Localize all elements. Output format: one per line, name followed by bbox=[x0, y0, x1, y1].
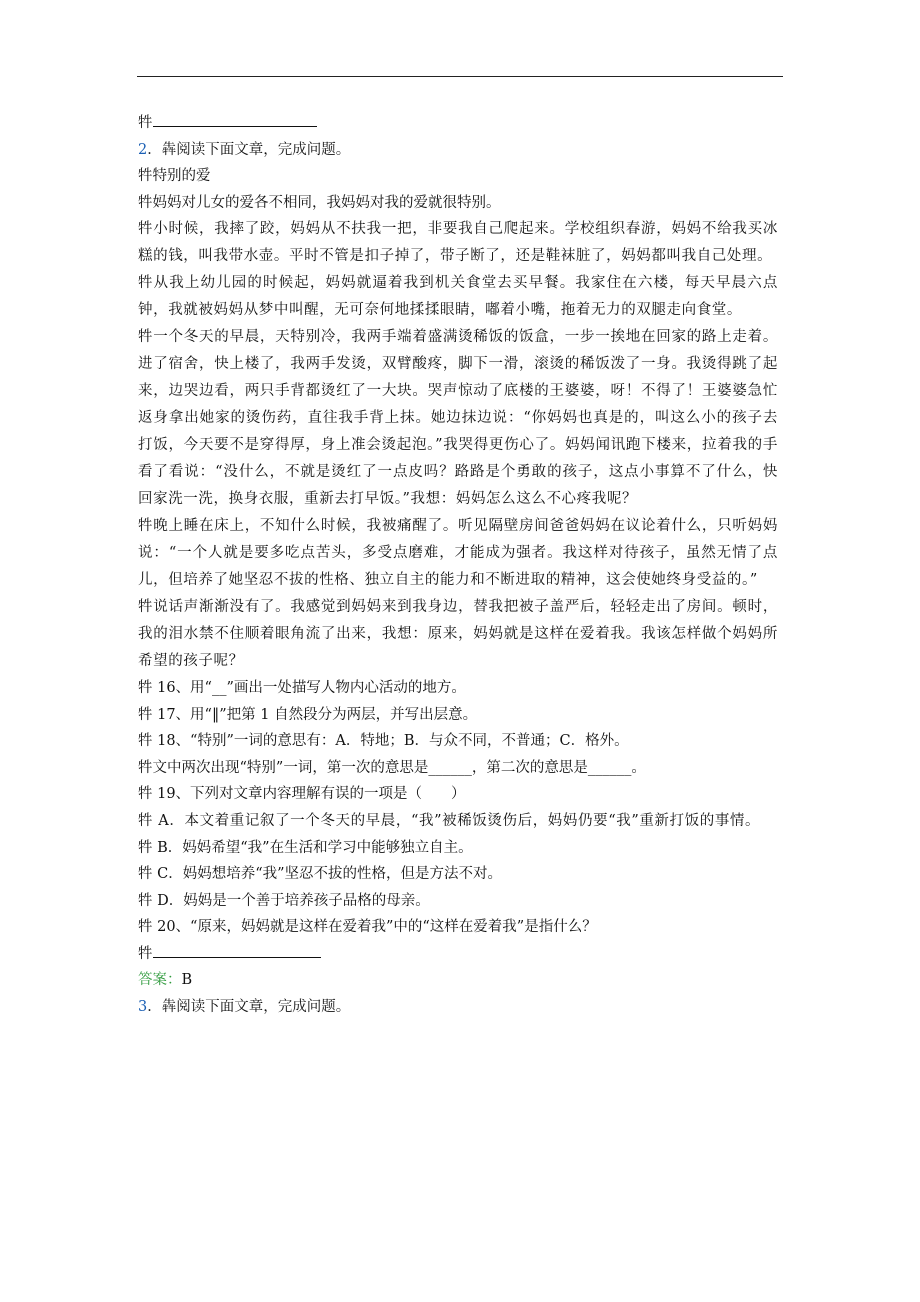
question-number: 2 bbox=[138, 141, 148, 158]
answer-line-20 bbox=[138, 941, 778, 968]
question-19-option-b: 牪 B．妈妈希望“我”在生活和学习中能够独立自主。 bbox=[138, 839, 473, 856]
question-3-heading bbox=[138, 994, 778, 1021]
answer-line-prev bbox=[138, 110, 778, 137]
article-title: 牪特别的爱 bbox=[138, 168, 211, 184]
question-number: 3 bbox=[138, 998, 148, 1015]
question-instruction: ．犇阅读下面文章，完成问题。 bbox=[147, 141, 351, 158]
question-20: 牪 20、“原来，妈妈就是这样在爱着我”中的“这样在爱着我”是指什么？ bbox=[138, 919, 597, 935]
question-16: 牪 16、用“__”画出一处描写人物内心活动的地方。 bbox=[138, 680, 466, 696]
question-19-option-c: 牪 C．妈妈想培养“我”坚忍不拔的性格，但是方法不对。 bbox=[138, 866, 503, 882]
answer-blank[interactable] bbox=[153, 943, 321, 958]
question-19-option-d: 牪 D．妈妈是一个善于培养孩子品格的母亲。 bbox=[138, 892, 430, 909]
paragraph-4: 牪一个冬天的早晨，天特别冷，我两手端着盛满烫稀饭的饭盒，一步一挨地在回家的路上走着。进了宿舍，快上楼了，我两手发烫，双臂酸疼，脚下一滑，滚烫的稀饭泼了一身。我烫得跳了起来，边哭边看，两只手背都烫红了一大块。哭声惊动了底楼的王婆婆，呀！不得了！王婆婆急忙返身拿出她家的烫伤药，直往我手背上抹。她边抹边说：“你妈妈也真是的，叫这么小的孩子去打饭，今天要不是穿得厚，身上准会烫起泡。”我哭得更伤心了。妈妈闻讯跑下楼来，拉着我的手看了看说：“没什么，不就是烫红了一点皮吗？路路是个勇敢的孩子，这点小事算不了什么，快回家洗一洗，换身衣服，重新去打早饭。”我想：妈妈怎么这么不心疼我呢？ bbox=[138, 329, 778, 507]
question-19: 牪 19、下列对文章内容理解有误的一项是（ ） bbox=[138, 786, 466, 802]
header-rule bbox=[137, 76, 783, 77]
paragraph-6: 牪说话声渐渐没有了。我感觉到妈妈来到我身边，替我把被子盖严后，轻轻走出了房间。顿时，我的泪水禁不住顺着眼角流了出来，我想：原来，妈妈就是这样在爱着我。我该怎样做个妈妈所希望的孩子呢？ bbox=[138, 599, 778, 669]
question-17: 牪 17、用“‖”把第 1 自然段分为两层，并写出层意。 bbox=[138, 706, 478, 723]
paragraph-5: 牪晚上睡在床上，不知什么时候，我被痛醒了。听见隔壁房间爸爸妈妈在议论着什么，只听妈妈说：“一个人就是要多吃点苦头，多受点磨难，才能成为强者。我这样对待孩子，虽然无情了点儿，但培养了她坚忍不拔的性格、独立自主的能力和不断进取的精神，这会使她终身受益的。” bbox=[138, 518, 778, 588]
answer-blank[interactable] bbox=[153, 112, 317, 127]
document-body bbox=[138, 110, 778, 1020]
paragraph-2: 牪小时候，我摔了跤，妈妈从不扶我一把，非要我自己爬起来。学校组织春游，妈妈不给我买冰糕的钱，叫我带水壶。平时不管是扣子掉了，带子断了，还是鞋袜脏了，妈妈都叫我自己处理。 bbox=[138, 221, 778, 264]
question-instruction: ．犇阅读下面文章，完成问题。 bbox=[147, 998, 351, 1015]
answer-row bbox=[138, 967, 778, 994]
question-19-option-a: 牪 A．本文着重记叙了一个冬天的早晨，“我”被稀饭烫伤后，妈妈仍要“我”重新打饭的事情。 bbox=[138, 812, 761, 829]
question-2-heading bbox=[138, 137, 778, 164]
paragraph-3: 牪从我上幼儿园的时候起，妈妈就逼着我到机关食堂去买早餐。我家住在六楼，每天早晨六点钟，我就被妈妈从梦中叫醒，无可奈何地揉揉眼睛，嘟着小嘴，拖着无力的双腿走向食堂。 bbox=[138, 275, 778, 318]
question-18-fill: 牪文中两次出现“特别”一词，第一次的意思是______，第二次的意思是______。 bbox=[138, 759, 646, 776]
question-18: 牪 18、“特别”一词的意思有：A．特地；B．与众不同，不普通；C．格外。 bbox=[138, 733, 629, 749]
line-marker: 牪 bbox=[138, 945, 153, 962]
line-marker: 牪 bbox=[138, 115, 153, 131]
answer-label: 答案： bbox=[138, 972, 182, 988]
answer-value: B bbox=[181, 972, 193, 988]
paragraph-1: 牪妈妈对儿女的爱各不相同，我妈妈对我的爱就很特别。 bbox=[138, 194, 501, 211]
